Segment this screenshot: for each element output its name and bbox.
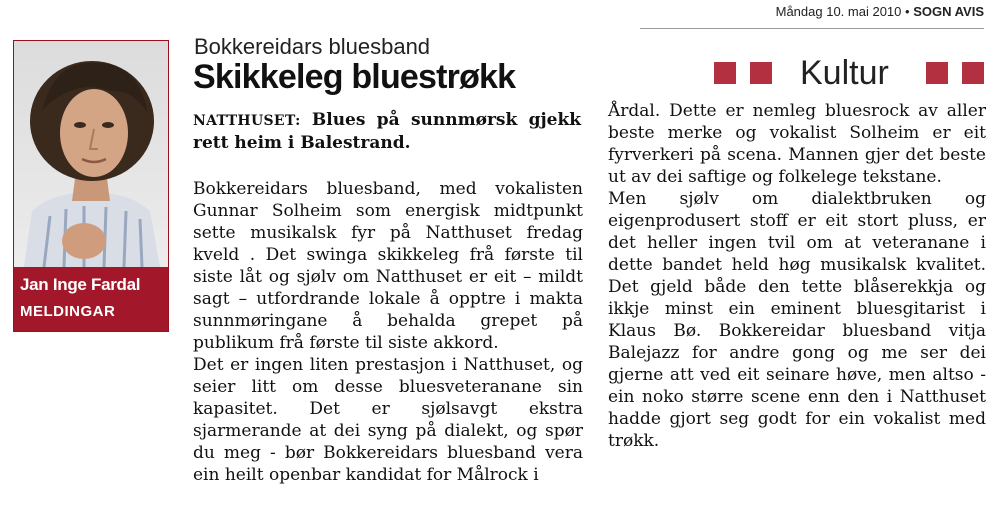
byline-role: MELDINGAR <box>20 303 116 320</box>
section-square-icon <box>714 62 736 84</box>
section-label: Kultur <box>800 54 889 92</box>
paragraph: Det er ingen liten prestasjon i Natthuset, og seier litt om desse bluesveteranane sin kapasitet. Det er sjølsavgt ekstra sjarmerande at dei syng på dialekt, og spør du meg - bør Bokkereidars bluesband vera ein heilt openbar kandidat for Målrock i <box>193 355 583 485</box>
masthead-rule <box>640 28 984 29</box>
byline-name: Jan Inge Fardal <box>20 275 141 294</box>
masthead-separator: • <box>905 4 910 19</box>
byline-label <box>14 267 168 331</box>
byline-box <box>13 40 169 332</box>
article-headline: Skikkeleg bluestrøkk <box>193 58 516 96</box>
section-square-icon <box>962 62 984 84</box>
article-lead <box>193 109 581 154</box>
paragraph: Årdal. Dette er nemleg bluesrock av aller beste merke og vokalist Solheim er eit fyrverkeri på scena. Mannen gjer det beste ut av dei saftige og folkelege tekstane. <box>608 101 986 187</box>
paragraph: Men sjølv om dialektbruken og eigenprodusert stoff er eit stort pluss, er det heller ingen tvil om at veteranane i dette bandet held høg musikalsk kvalitet. Det gjeld både den tette blåserekkja og ikkje minst ein eminent bluesgitarist i Klaus Bø. Bokkereidar bluesband vitja Balejazz for andre gong og me ser dei gjerne att ved eit seinare høve, men altso - ein noko større scene enn den i Natthuset hadde gjort seg godt for ein vokalist med trøkk. <box>608 189 986 451</box>
masthead-date: Måndag 10. mai 2010 <box>775 4 902 19</box>
author-portrait-illustration <box>14 41 168 267</box>
article-column-2 <box>608 100 986 452</box>
section-square-icon <box>926 62 948 84</box>
author-photo <box>14 41 168 267</box>
paragraph: Bokkereidars bluesband, med vokalisten Gunnar Solheim som energisk midtpunkt sette musikalsk fyr på Natthuset fredag kveld . Det swinga skikkeleg frå første til siste låt og sjølv om Natthuset er eit – mildt sagt – utfordrande lokale å opptre i makta sunnmøringane å behalda grepet på publikum frå første til siste akkord. <box>193 179 583 353</box>
section-square-icon <box>750 62 772 84</box>
masthead-paper: SOGN AVIS <box>913 4 984 19</box>
lead-text: Blues på sunnmørsk gjekk rett heim i Balestrand. <box>193 110 581 153</box>
section-tag <box>714 56 984 92</box>
masthead <box>776 4 984 19</box>
article-kicker: Bokkereidars bluesband <box>194 34 431 59</box>
lead-tag: NATTHUSET: <box>193 113 301 129</box>
article-column-1 <box>193 178 583 486</box>
